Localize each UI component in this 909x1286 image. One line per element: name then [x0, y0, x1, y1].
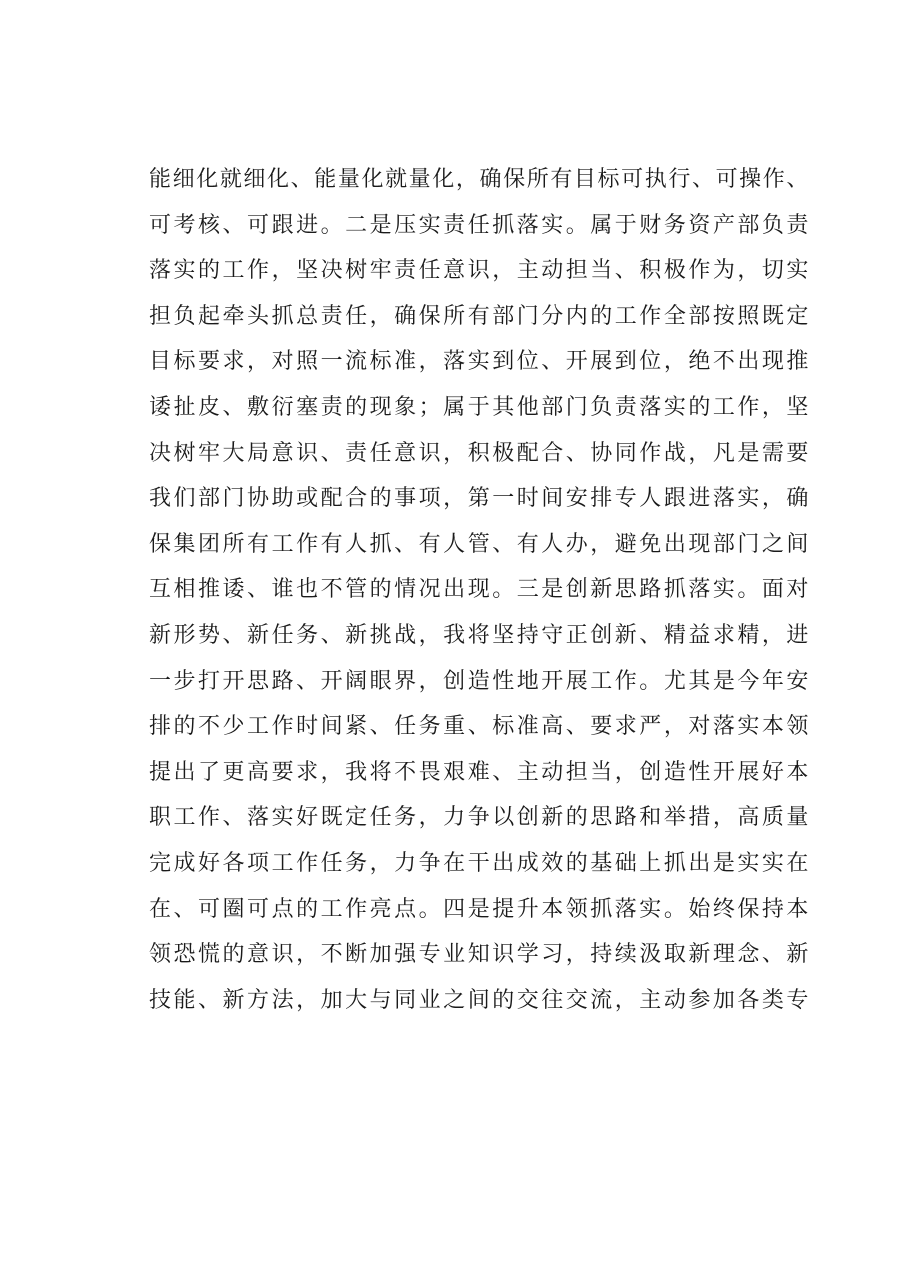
text-line: 落实的工作，坚决树牢责任意识，主动担当、积极作为，切实 [149, 258, 809, 284]
text-line: 技能、新方法，加大与同业之间的交往交流，主动参加各类专 [149, 987, 809, 1013]
text-line: 排的不少工作时间紧、任务重、标准高、要求严，对落实本领 [149, 714, 809, 740]
text-line: 目标要求，对照一流标准，落实到位、开展到位，绝不出现推 [149, 349, 809, 375]
text-line: 能细化就细化、能量化就量化，确保所有目标可执行、可操作、 [149, 167, 809, 192]
text-line: 职工作、落实好既定任务，力争以创新的思路和举措，高质量 [149, 805, 809, 831]
text-line: 一步打开思路、开阔眼界，创造性地开展工作。尤其是今年安 [149, 668, 809, 694]
text-line: 互相推诿、谁也不管的情况出现。三是创新思路抓落实。面对 [149, 577, 809, 603]
text-line: 在、可圈可点的工作亮点。四是提升本领抓落实。始终保持本 [149, 896, 809, 922]
text-line: 我们部门协助或配合的事项，第一时间安排专人跟进落实，确 [149, 486, 809, 512]
text-line: 完成好各项工作任务，力争在干出成效的基础上抓出是实实在 [149, 850, 809, 876]
text-line: 保集团所有工作有人抓、有人管、有人办，避免出现部门之间 [149, 531, 809, 557]
text-line: 可考核、可跟进。二是压实责任抓落实。属于财务资产部负责 [149, 212, 809, 238]
text-line: 新形势、新任务、新挑战，我将坚持守正创新、精益求精，进 [149, 622, 809, 648]
text-line: 领恐慌的意识，不断加强专业知识学习，持续汲取新理念、新 [149, 942, 809, 968]
text-line: 诿扯皮、敷衍塞责的现象；属于其他部门负责落实的工作，坚 [149, 394, 809, 420]
text-line: 决树牢大局意识、责任意识，积极配合、协同作战，凡是需要 [149, 440, 809, 466]
text-line: 提出了更高要求，我将不畏艰难、主动担当，创造性开展好本 [149, 759, 809, 785]
body-paragraph [149, 157, 809, 1023]
text-line: 担负起牵头抓总责任，确保所有部门分内的工作全部按照既定 [149, 303, 809, 329]
